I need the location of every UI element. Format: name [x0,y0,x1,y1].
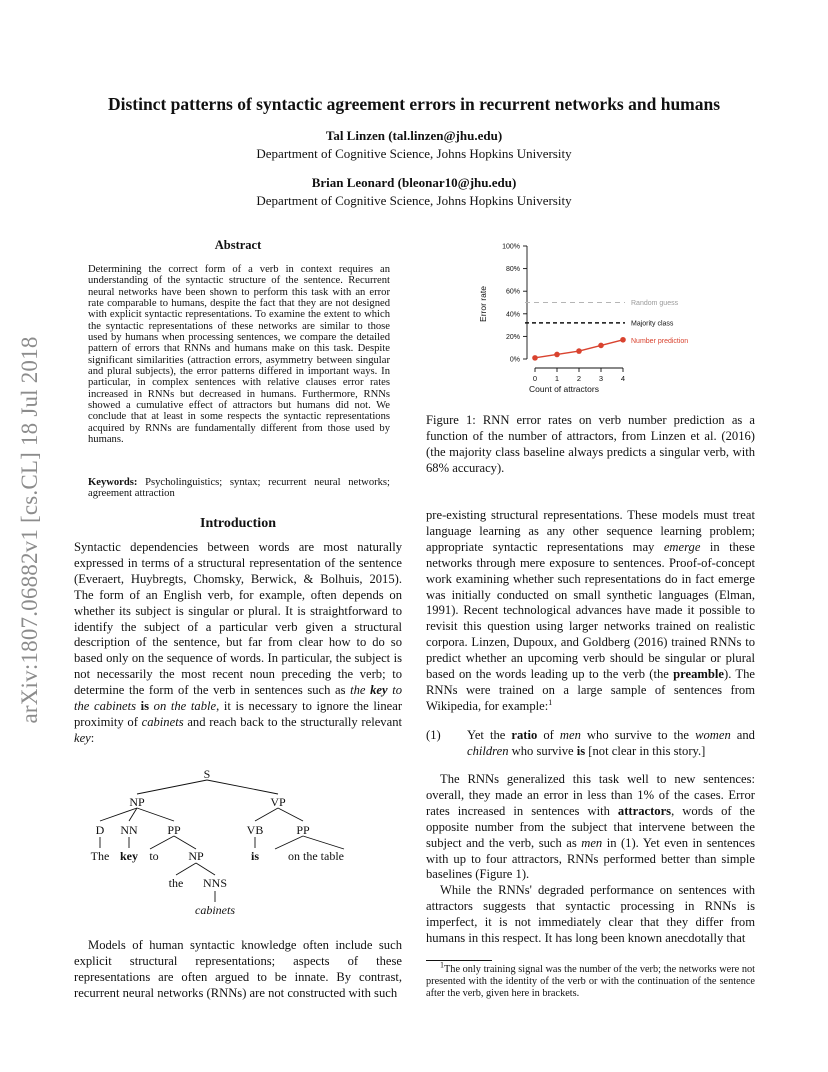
tree-leaf-on-the-table: on the table [288,849,344,863]
intro-ex-key: key [370,683,388,698]
right-p2-attractors: attractors [617,803,672,818]
tree-node-d: D [95,823,105,837]
right-p1-text-a: pre-existing structural representations. These models must treat language learning as any other sequence learning problem; appropriate syntactic representations may [426,508,755,554]
chart-series-label: Number prediction [631,337,689,345]
chart-data-point [576,348,582,354]
chart-data-point [620,337,626,343]
arxiv-identifier-text: arXiv:1807.06882v1 [cs.CL] 18 Jul 2018 [17,336,42,724]
ex-text-f: [not clear in this story.] [585,743,706,758]
author-1-affiliation: Department of Cognitive Science, Johns Hopkins University [256,146,572,161]
tree-node-pp: PP [167,823,181,837]
abstract-heading: Abstract [214,238,262,252]
intro-colon: : [90,730,95,745]
intro-ex-mid: to the cabinets [74,683,402,714]
tree-node-np-2: NP [188,849,204,863]
ex-children: children [467,743,509,758]
intro-text-a: Syntactic dependencies between words are most naturally expressed in terms of a structural representation of the sentence (Everaert, Huybregts, Chomsky, Berwick, & Bolhuis, 2015). The form of an English verb, for example, often depends on whether its subject is singular or plural. It is straightforward to identify the subject of a particular verb given a structural description of the sentence, but far from clear how to do so based only on the sequence of words. In particular, the subject is not necessarily the most recent noun preceding the verb; to determine the form of the verb in sentences such as [74,540,402,698]
tree-node-pp-2: PP [296,823,310,837]
example-number: (1) [426,728,441,742]
right-p2-text-b: , words of the opposite number from the subject that intervene between the subject and the verb, such as [426,803,755,850]
example-sentence [467,728,755,760]
footnote-rule [426,960,492,961]
figure-1-caption: Figure 1: RNN error rates on verb number prediction as a function of the number of attractors, from Linzen et al. (2016) (the majority class baseline always predicts a singular verb, with 68% accuracy). [426,413,755,475]
chart-x-tick-label: 1 [554,374,560,383]
tree-leaf-the-2: the [168,876,184,890]
chart-x-tick-label: 0 [532,374,538,383]
tree-leaf-the: The [90,849,110,863]
intro-cabinets: cabinets [141,714,184,729]
intro-text-b: , it is necessary to ignore the linear proximity of [74,699,403,729]
chart-x-axis-label: Count of attractors [529,384,599,394]
right-p1-text-c: ). The RNNs were trained on a large sample of sentences from Wikipedia, for example: [426,667,755,713]
chart-data-point [598,343,604,349]
ex-text-e: who survive [508,743,577,758]
tree-node-nn: NN [120,823,138,837]
author-1-name [0,128,828,144]
tree-leaf-is: is [250,849,260,863]
arxiv-identifier [10,300,50,760]
footnote-1 [426,960,755,999]
abstract-text: Determining the correct form of a verb in context requires an understanding of the syntactic structure of the sentence. Recurrent neural networks have been shown to perform this task with an error rate comparable to humans, despite the fact that they are not designed with explicit syntactic representations. To examine the extent to which the syntactic representations of these networks are similar to those used by humans when processing sentences, we compare the detailed pattern of errors that RNNs and humans make on this task. Despite significant similarities (attraction errors, asymmetry between singular and plural subjects), the error patterns differed in important ways. In particular, in complex sentences with relative clauses error rates increased in RNNs but decreased in humans. Furthermore, RNNs showed a cumulative effect of attractors but humans did not. We conclude that at least in some respects the syntactic representations acquired by RNNs are fundamentally different from those used by humans. [88,264,390,446]
ex-text-a: Yet the [467,728,512,742]
right-p1-text-b: in these networks through mere exposure to sentences. Proof-of-concept work examining whether such representations do in fact emerge was initially conducted on small synthetic languages (Elman, 1991). Recent technological advances have made it possible to revisit this question using larger networks trained on realistic corpora. Linzen, Dupoux, and Goldberg (2016) trained RNNs to predict whether an upcoming verb should be singular or plural based on the words leading up to the verb (the [426,539,755,682]
chart-y-tick-label: 0% [509,356,520,364]
intro-ex-the: the [350,683,371,698]
chart-x-tick-label: 3 [598,374,604,383]
intro-text-c: and reach back to the structurally relevant [183,714,402,729]
tree-node-np: NP [129,795,145,809]
chart-y-tick-label: 60% [505,288,520,296]
footnote-1-mark: 1 [440,960,444,970]
footnote-1-text: The only training signal was the number of the verb; the networks were not presented with the identity of the verb or with the continuation of the sentence after the verb, given here in brackets. [426,964,755,999]
chart-x-tick-label: 4 [620,374,626,383]
intro-key: key [74,730,91,745]
right-paragraph-2 [426,772,755,947]
author-1-name-text: Tal Linzen (tal.linzen@jhu.edu) [325,128,503,143]
footnote-marker: 1 [548,697,553,707]
chart-data-point [554,352,560,358]
paper-title: Distinct patterns of syntactic agreement errors in recurrent networks and humans [107,94,721,114]
right-paragraph-3: While the RNNs' degraded performance on sentences with attractors suggests that syntactic processing in RNNs is imperfect, it is not immediately clear that they differ from humans in this respect. It has long been known anecdotally that [426,883,755,946]
introduction-paragraph-1 [74,540,402,747]
tree-leaf-cabinets: cabinets [195,903,235,917]
intro-paragraph-2-text: Models of human syntactic knowledge often include such explicit structural representations; aspects of these representations are often argued to be innate. By contrast, recurrent neural networks (RNNs) are not constructed with such [74,938,402,1000]
ex-ratio: ratio [511,728,538,742]
example-1 [426,728,755,760]
tree-leaf-key: key [120,849,138,863]
ex-is: is [576,743,586,758]
author-2-affiliation: Department of Cognitive Science, Johns Hopkins University [256,193,572,208]
right-p1-preamble: preamble [673,667,724,682]
ex-men: men [559,728,581,742]
intro-ex-end: on the table [149,699,217,714]
right-p2-text-c: in (1). Yet even in sentences with up to four attractors, RNNs performed better than simple baselines (Figure 1). [426,835,756,882]
tree-node-nns: NNS [202,876,228,890]
right-p2-men: men [581,835,603,850]
ex-women: women [695,728,731,742]
chart-reference-label: Majority class [631,320,674,328]
author-2-name-text: Brian Leonard (bleonar10@jhu.edu) [311,175,517,190]
tree-node-vb: VB [246,823,264,837]
author-2-name [0,175,828,191]
chart-y-tick-label: 100% [502,243,520,251]
intro-ex-is: is [140,699,150,714]
introduction-paragraph-2 [74,938,402,1002]
figure-1-chart [470,234,720,400]
right-paragraph-1 [426,508,755,715]
keywords-label: Keywords: [88,477,138,488]
chart-y-tick-label: 80% [505,266,520,274]
tree-leaf-to: to [149,849,159,863]
chart-x-tick-label: 2 [576,374,582,383]
ex-text-b: of [537,728,560,742]
chart-y-tick-label: 40% [505,311,520,319]
chart-reference-label: Random guess [631,300,679,307]
keywords-text: Psycholinguistics; syntax; recurrent neural networks; agreement attraction [88,477,391,500]
right-p1-emerge: emerge [663,539,701,554]
tree-node-vp: VP [270,795,286,809]
chart-y-tick-label: 20% [505,333,520,341]
right-p2-text-a: The RNNs generalized this task well to new sentences: overall, they made an error in less than 1% of the cases. Error rates increased in sentences with [426,772,755,818]
syntax-tree-diagram [74,760,402,922]
tree-node-s: S [203,767,211,781]
chart-y-axis-label: Error rate [478,286,488,322]
ex-text-c: who survive to the [580,728,696,742]
keywords [88,477,390,500]
ex-text-d: and [730,728,755,742]
chart-data-point [532,355,538,361]
introduction-heading: Introduction [200,516,276,531]
